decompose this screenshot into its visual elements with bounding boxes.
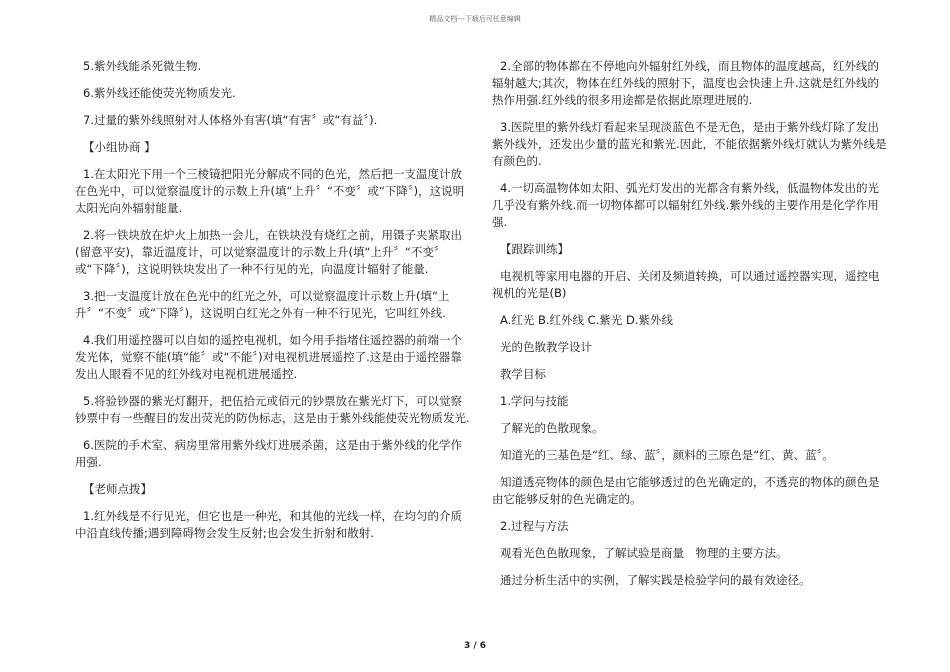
paragraph: 6.紫外线还能使荧光物质发光. <box>83 86 236 100</box>
section-heading: 【小组协商 】 <box>83 140 156 154</box>
paragraph: 5.将验钞器的紫光灯翻开，把伍拾元或佰元的钞票放在紫光灯下，可以觉察钞票中有一些醒目的发出荧光的防伪标志，这是由于紫外线能使荧光物质发光. <box>75 394 470 425</box>
paragraph: 1.在太阳光下用一个三棱镜把阳光分解成不同的色光，然后把一支温度计放在色光中，可以觉察温度计的示数上升(填“上升〞“不变〞或“下降〞)，这说明太阳光向外辐射能量. <box>75 167 465 215</box>
paragraph: 知道透亮物体的颜色是由它能够透过的色光确定的，不透亮的物体的颜色是由它能够反射的色光确定的。 <box>492 475 880 506</box>
paragraph: 5.紫外线能杀死微生物. <box>83 59 202 73</box>
paragraph: 2.将一铁块放在炉火上加热一会儿，在铁块没有烧红之前，用镊子夹紧取出(留意平安)，靠近温度计，可以觉察温度计的示数上升(填“上升〞“不变〞或“下降〞)，这说明铁块发出了一种不行见的光，向温度计辐射了能量. <box>75 228 462 276</box>
page-header: 精品文档---下载后可任意编辑 <box>429 15 521 23</box>
paragraph: 观看光色色散现象，了解试验是商量 物理的主要方法。 <box>500 546 788 560</box>
paragraph: 1.红外线是不行见光，但它也是一种光，和其他的光线一样，在均匀的介质中沿直线传播;遇到障碍物会发生反射;也会发生折射和散射. <box>75 509 462 540</box>
paragraph: 4.一切高温物体如太阳、弧光灯发出的光都含有紫外线，低温物体发出的光几乎没有紫外线.而一切物体都可以辐射红外线.紫外线的主要作用是化学作用强. <box>492 181 879 229</box>
document-title: 光的色散教学设计 <box>500 340 592 354</box>
paragraph: 教学目标 <box>500 367 546 381</box>
paragraph: 6.医院的手术室、病房里常用紫外线灯进展杀菌，这是由于紫外线的化学作用强. <box>75 438 462 469</box>
paragraph: 1.学问与技能 <box>500 394 569 408</box>
paragraph: 7.过量的紫外线照射对人体格外有害(填“有害〞或“有益〞). <box>83 113 378 127</box>
page-number: 3 / 6 <box>463 641 487 651</box>
paragraph: 2.过程与方法 <box>500 519 569 533</box>
right-column <box>492 58 887 599</box>
left-column <box>75 58 470 552</box>
paragraph: 3.把一支温度计放在色光中的红光之外，可以觉察温度计示数上升(填“上升〞“不变〞或“下降〞)，这说明白红光之外有一种不行见光，它叫红外线. <box>75 289 450 320</box>
paragraph: 电视机等家用电器的开启、关闭及频道转换，可以通过遥控器实现，遥控电视机的光是(B) <box>492 269 880 300</box>
section-heading: 【老师点拨】 <box>83 482 152 496</box>
paragraph: 了解光的色散现象。 <box>500 421 604 435</box>
paragraph: 3.医院里的紫外线灯看起来呈现淡蓝色不是无色，是由于紫外线灯除了发出紫外线外，还发出少量的蓝光和紫光.因此，不能依据紫外线灯就认为紫外线是有颜色的. <box>492 120 887 168</box>
paragraph: 2.全部的物体都在不停地向外辐射红外线，而且物体的温度越高，红外线的辐射越大;其次，物体在红外线的照射下，温度也会快速上升.这就是红外线的热作用强.红外线的很多用途都是依据此原理进展的. <box>492 59 880 107</box>
paragraph: 4.我们用遥控器可以自如的遥控电视机，如今用手指堵住遥控器的前端一个发光体，觉察不能(填“能〞或“不能〞)对电视机进展遥控了.这是由于遥控器靠发出人眼看不见的红外线对电视机进展遥控. <box>75 333 462 381</box>
paragraph: 知道光的三基色是“红、绿、蓝〞，颜料的三原色是“红、黄、蓝〞。 <box>500 448 834 462</box>
paragraph: 通过分析生活中的实例，了解实践是检验学问的最有效途径。 <box>500 573 811 587</box>
section-heading: 【跟踪训练】 <box>500 242 569 256</box>
answer-options: A.红光 B.红外线 C.紫光 D.紫外线 <box>500 313 674 327</box>
